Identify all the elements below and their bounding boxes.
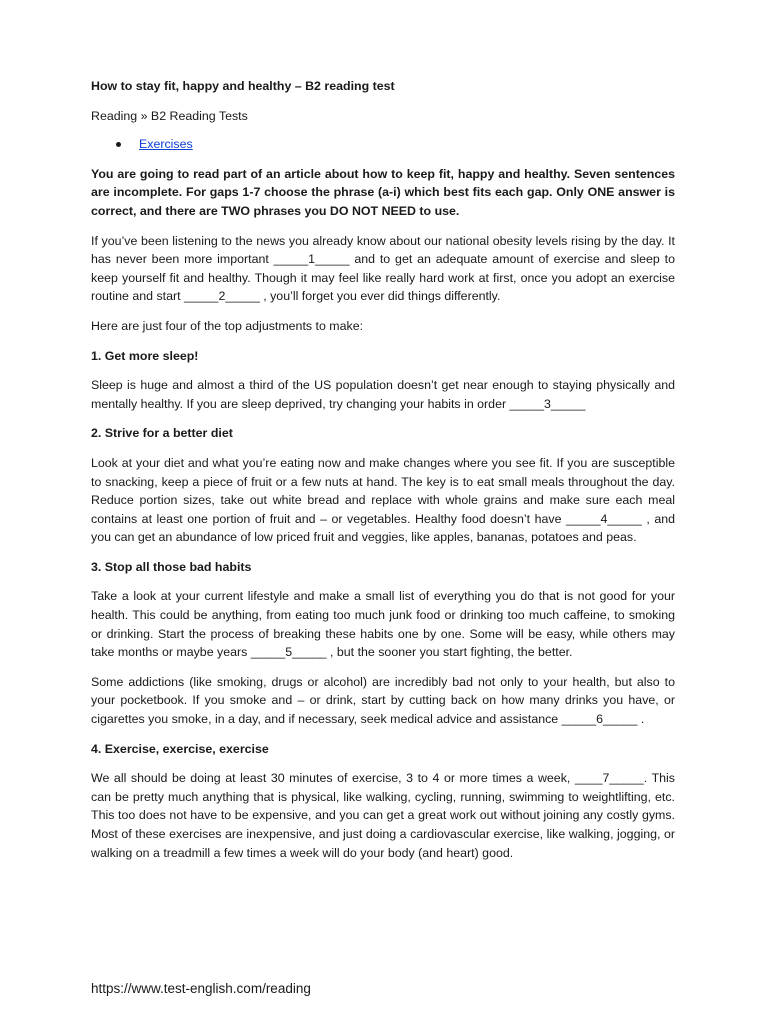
bullet-icon — [116, 142, 121, 147]
section-paragraph: Some addictions (like smoking, drugs or alcohol) are incredibly bad not only to your health, but also to your pocketbook. If you smoke and – or drink, start by cutting back on how many drinks you have, or cigarettes you smoke, in a day, and if necessary, seek medical advice and assistance _____6_____ . — [91, 674, 675, 727]
footer-url: https://www.test-english.com/reading — [91, 981, 311, 996]
section-paragraph: Look at your diet and what you’re eating now and make changes where you see fit. If you are susceptible to snacking, keep a piece of fruit or a few nuts at hand. The key is to eat small meals throughout the day. Reduce portion sizes, take out white bread and replace with whole grains and make sure each meal contains at least one portion of fruit and – or vegetables. Healthy food doesn’t have _____4_____ , and you can get an abundance of low priced fruit and veggies, like apples, bananas, potatoes and peas. — [91, 455, 675, 545]
page-title: How to stay fit, happy and healthy – B2 reading test — [91, 79, 395, 93]
section-heading: 4. Exercise, exercise, exercise — [91, 741, 269, 756]
breadcrumb: Reading » B2 Reading Tests — [91, 108, 248, 123]
instructions: You are going to read part of an article about how to keep fit, happy and healthy. Seven sentences are incomplete. For gaps 1-7 choose the phrase (a-i) which best fits each gap. Only ONE answer is correct, and there are TWO phrases you DO NOT NEED to use. — [91, 166, 675, 218]
intro-paragraph: Here are just four of the top adjustments to make: — [91, 318, 364, 333]
link-list — [91, 135, 675, 154]
section-paragraph: We all should be doing at least 30 minutes of exercise, 3 to 4 or more times a week, ____7_____. This can be pretty much anything that is physical, like walking, cycling, running, swimming to weightlifting, etc. This too does not have to be expensive, and you can get a great work out without joining any costly gyms. Most of these exercises are inexpensive, and just doing a cardiovascular exercise, like walking, jogging, or walking on a treadmill a few times a week will do your body (and heart) good. — [91, 771, 675, 860]
document-page — [91, 77, 675, 862]
section-heading: 2. Strive for a better diet — [91, 426, 233, 441]
section-paragraph: Take a look at your current lifestyle and make a small list of everything you do that is not good for your health. This could be anything, from eating too much junk food or drinking too much caffeine, to smoking or drinking. Start the process of breaking these habits one by one. Some will be easy, while others may take months or maybe years _____5_____ , but the sooner you start fighting, the better. — [91, 589, 675, 660]
section-heading: 3. Stop all those bad habits — [91, 559, 252, 574]
intro-paragraph: If you’ve been listening to the news you already know about our national obesity levels rising by the day. It has never been more important _____1_____ and to get an adequate amount of exercise and sleep to keep yourself fit and healthy. Though it may feel like really hard work at first, once you adopt an exercise routine and start _____2_____ , you’ll forget you ever did things differently. — [91, 233, 675, 304]
section-heading: 1. Get more sleep! — [91, 348, 199, 363]
exercises-link[interactable]: Exercises — [139, 137, 193, 152]
section-paragraph: Sleep is huge and almost a third of the US population doesn’t get near enough to staying physically and mentally healthy. If you are sleep deprived, try changing your habits in order _____3_____ — [91, 378, 675, 411]
list-item — [91, 135, 675, 154]
